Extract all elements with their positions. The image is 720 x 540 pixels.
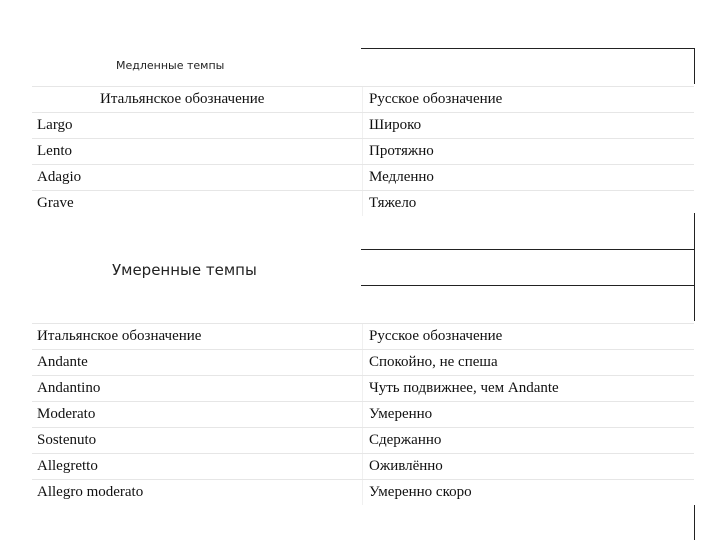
slow-tempos-title: Медленные темпы — [116, 59, 225, 72]
russian-term: Умеренно — [369, 406, 433, 422]
italian-term: Largo — [37, 117, 73, 133]
table-row — [32, 349, 694, 375]
italian-term: Andantino — [37, 380, 101, 396]
header-russian: Русское обозначение — [369, 91, 503, 107]
table-row — [32, 375, 694, 401]
moderate-tempos-table — [32, 323, 694, 505]
russian-term: Широко — [369, 117, 422, 133]
russian-term: Медленно — [369, 169, 434, 185]
italian-term: Moderato — [37, 406, 96, 422]
table-header-row — [32, 323, 694, 349]
italian-term: Andante — [37, 354, 88, 370]
italian-term: Lento — [37, 143, 72, 159]
table-row — [32, 138, 694, 164]
rule-right-top — [694, 48, 695, 84]
italian-term: Allegretto — [37, 458, 98, 474]
table-row — [32, 112, 694, 138]
header-italian: Итальянское обозначение — [37, 328, 202, 344]
table-row — [32, 164, 694, 190]
moderate-tempos-title: Умеренные темпы — [112, 261, 257, 279]
table-row — [32, 479, 694, 505]
russian-term: Протяжно — [369, 143, 434, 159]
header-italian: Итальянское обозначение — [100, 91, 265, 107]
header-russian: Русское обозначение — [369, 328, 503, 344]
rule-right-bottom — [694, 505, 695, 540]
table-row — [32, 427, 694, 453]
italian-term: Grave — [37, 195, 74, 211]
table-row — [32, 401, 694, 427]
table-row — [32, 190, 694, 216]
table-header-row — [32, 86, 694, 112]
italian-term: Sostenuto — [37, 432, 97, 448]
table-row — [32, 453, 694, 479]
italian-term: Adagio — [37, 169, 82, 185]
italian-term: Allegro moderato — [37, 484, 144, 500]
russian-term: Чуть подвижнее, чем Andante — [369, 380, 559, 396]
rule-top — [361, 48, 695, 49]
russian-term: Сдержанно — [369, 432, 442, 448]
rule-mid-1 — [361, 249, 695, 250]
rule-right-mid — [694, 213, 695, 321]
slow-tempos-table — [32, 86, 694, 216]
russian-term: Спокойно, не спеша — [369, 354, 498, 370]
russian-term: Тяжело — [369, 195, 417, 211]
russian-term: Умеренно скоро — [369, 484, 472, 500]
rule-mid-2 — [361, 285, 695, 286]
russian-term: Оживлённо — [369, 458, 443, 474]
